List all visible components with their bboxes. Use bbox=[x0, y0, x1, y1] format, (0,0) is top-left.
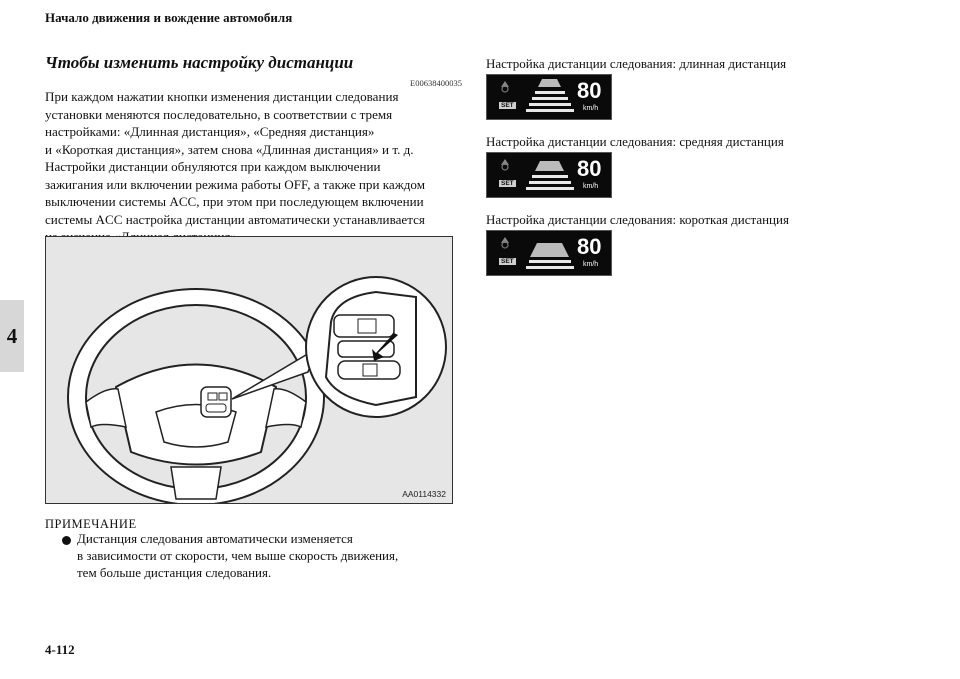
bullet-icon bbox=[62, 536, 71, 545]
figure-code: AA0114332 bbox=[402, 489, 446, 499]
distance-display-long bbox=[486, 74, 612, 120]
distance-bar bbox=[529, 103, 571, 106]
note-line: в зависимости от скорости, чем выше скорость движения, bbox=[77, 548, 399, 563]
distance-bar bbox=[526, 187, 574, 190]
set-speed: 80 bbox=[577, 234, 602, 259]
body-line: и «Короткая дистанция», затем снова «Длинная дистанция» и т. д. bbox=[45, 141, 414, 157]
body-line: выключении системы ACC, при этом при последующем включении bbox=[45, 194, 424, 209]
body-line: зажигания или включении режима работы OFF, а также при каждом bbox=[45, 176, 426, 192]
steering-wheel-figure bbox=[45, 236, 453, 504]
distance-bar bbox=[526, 266, 574, 269]
body-line: установки меняются последовательно, в соответствии с тремя bbox=[45, 106, 393, 122]
distance-bar bbox=[535, 91, 565, 94]
set-indicator: SET bbox=[501, 102, 514, 109]
display-caption-long: Настройка дистанции следования: длинная дистанция bbox=[486, 56, 787, 71]
speed-unit: km/h bbox=[583, 261, 599, 268]
note-text bbox=[77, 530, 398, 581]
set-indicator: SET bbox=[501, 180, 514, 187]
display-caption-short: Настройка дистанции следования: короткая дистанция bbox=[486, 212, 789, 227]
section-header: Начало движения и вождение автомобиля bbox=[45, 10, 293, 25]
set-speed: 80 bbox=[577, 78, 602, 103]
distance-bar bbox=[532, 175, 568, 178]
note-line: Дистанция следования автоматически изменяется bbox=[77, 531, 353, 546]
body-line: настройками: «Длинная дистанция», «Средняя дистанция» bbox=[45, 124, 375, 139]
display-caption-medium: Настройка дистанции следования: средняя дистанция bbox=[486, 134, 784, 149]
distance-bar bbox=[532, 97, 568, 100]
chapter-number: 4 bbox=[6, 323, 18, 348]
speed-unit: km/h bbox=[583, 105, 599, 112]
distance-bar bbox=[529, 260, 571, 263]
distance-bars bbox=[526, 175, 574, 190]
distance-display-short bbox=[486, 230, 612, 276]
speed-unit: km/h bbox=[583, 183, 599, 190]
body-line: При каждом нажатии кнопки изменения дистанции следования bbox=[45, 89, 399, 104]
note-line: тем больше дистанция следования. bbox=[77, 565, 272, 580]
distance-bar bbox=[526, 109, 574, 112]
note-heading: ПРИМЕЧАНИЕ bbox=[45, 517, 137, 531]
page-number: 4-112 bbox=[45, 642, 75, 657]
section-code: E00638400035 bbox=[410, 78, 462, 88]
set-indicator: SET bbox=[501, 258, 514, 265]
distance-bar bbox=[529, 181, 571, 184]
body-line: Настройки дистанции обнуляются при каждом выключении bbox=[45, 159, 381, 174]
body-paragraph bbox=[45, 88, 457, 246]
section-title: Чтобы изменить настройку дистанции bbox=[45, 53, 354, 72]
distance-display-medium bbox=[486, 152, 612, 198]
set-speed: 80 bbox=[577, 156, 602, 181]
chapter-tab bbox=[0, 300, 24, 372]
body-line: системы ACC настройка дистанции автоматически устанавливается bbox=[45, 211, 425, 227]
steering-wheel-illustration bbox=[46, 237, 452, 503]
